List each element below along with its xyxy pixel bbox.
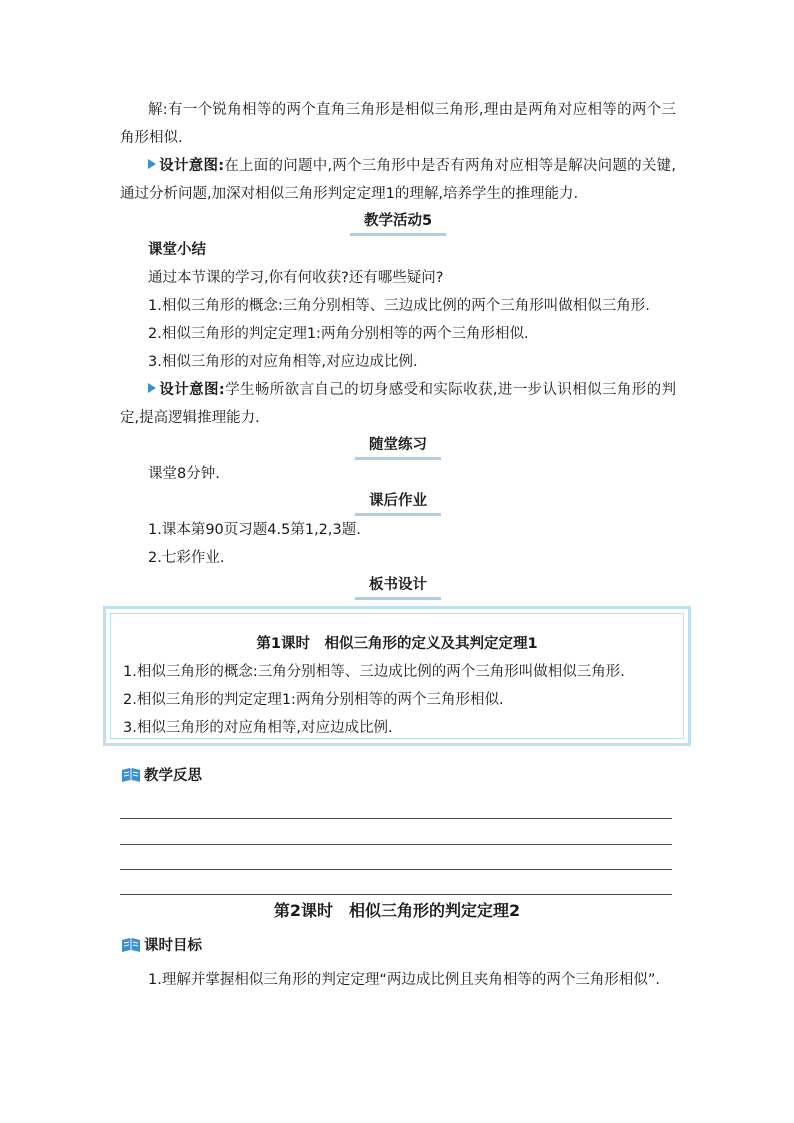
board-line-1: 1.相似三角形的概念:三角分别相等、三边成比例的两个三角形叫做相似三角形. xyxy=(123,664,625,680)
section-header-activity5 xyxy=(120,208,676,236)
summary-title: 课堂小结 xyxy=(148,242,206,258)
main-content xyxy=(120,96,676,600)
reflection-title: 教学反思 xyxy=(144,768,202,784)
answer-paragraph: 解:有一个锐角相等的两个直角三角形是相似三角形,理由是两角对应相等的两个三角形相似. xyxy=(120,102,676,146)
design-intent-label: 设计意图: xyxy=(159,382,225,398)
board-design-box xyxy=(103,606,691,746)
summary-point-3: 3.相似三角形的对应角相等,对应边成比例. xyxy=(148,354,418,370)
triangle-marker-icon xyxy=(148,159,156,169)
design-intent-text: 学生畅所欲言自己的切身感受和实际收获,进一步认识相似三角形的判定,提高逻辑推理能力. xyxy=(120,382,676,426)
goals-content xyxy=(120,966,676,994)
section-header-homework xyxy=(120,488,676,516)
reflection-line-2 xyxy=(120,844,672,845)
board-line-2: 2.相似三角形的判定定理1:两角分别相等的两个三角形相似. xyxy=(123,692,504,708)
goals-heading xyxy=(120,934,202,955)
section-header-board xyxy=(120,572,676,600)
board-title: 第1课时 相似三角形的定义及其判定定理1 xyxy=(256,636,538,652)
board-line-3: 3.相似三角形的对应角相等,对应边成比例. xyxy=(123,720,393,736)
practice-text: 课堂8分钟. xyxy=(148,466,220,482)
triangle-marker-icon xyxy=(148,383,156,393)
practice-title: 随堂练习 xyxy=(363,435,433,457)
reflection-line-3 xyxy=(120,869,672,870)
reflection-line-1 xyxy=(120,818,672,819)
goals-title: 课时目标 xyxy=(144,938,202,954)
homework-item-1: 1.课本第90页习题4.5第1,2,3题. xyxy=(148,522,361,538)
homework-title: 课后作业 xyxy=(363,491,433,513)
summary-question: 通过本节课的学习,你有何收获?还有哪些疑问? xyxy=(148,270,444,286)
homework-item-2: 2.七彩作业. xyxy=(148,550,225,566)
section-header-practice xyxy=(120,432,676,460)
design-intent-label: 设计意图: xyxy=(159,158,225,174)
summary-point-2: 2.相似三角形的判定定理1:两角分别相等的两个三角形相似. xyxy=(148,326,529,342)
goal-1: 1.理解并掌握相似三角形的判定定理“两边成比例且夹角相等的两个三角形相似”. xyxy=(148,972,660,988)
summary-point-1: 1.相似三角形的概念:三角分别相等、三边成比例的两个三角形叫做相似三角形. xyxy=(148,298,650,314)
board-design-inner-frame xyxy=(110,613,684,739)
activity5-title: 教学活动5 xyxy=(358,211,438,233)
board-design-title: 板书设计 xyxy=(363,575,433,597)
design-intent-paragraph xyxy=(120,152,676,208)
design-intent-paragraph-2 xyxy=(120,376,676,432)
book-icon xyxy=(120,766,142,784)
design-intent-text: 在上面的问题中,两个三角形中是否有两角对应相等是解决问题的关键,通过分析问题,加深对相似三角形判定定理1的理解,培养学生的推理能力. xyxy=(120,158,676,202)
lesson2-title: 第2课时 相似三角形的判定定理2 xyxy=(273,901,521,920)
reflection-heading xyxy=(120,764,202,785)
book-icon xyxy=(120,936,142,954)
reflection-line-4 xyxy=(120,894,672,895)
